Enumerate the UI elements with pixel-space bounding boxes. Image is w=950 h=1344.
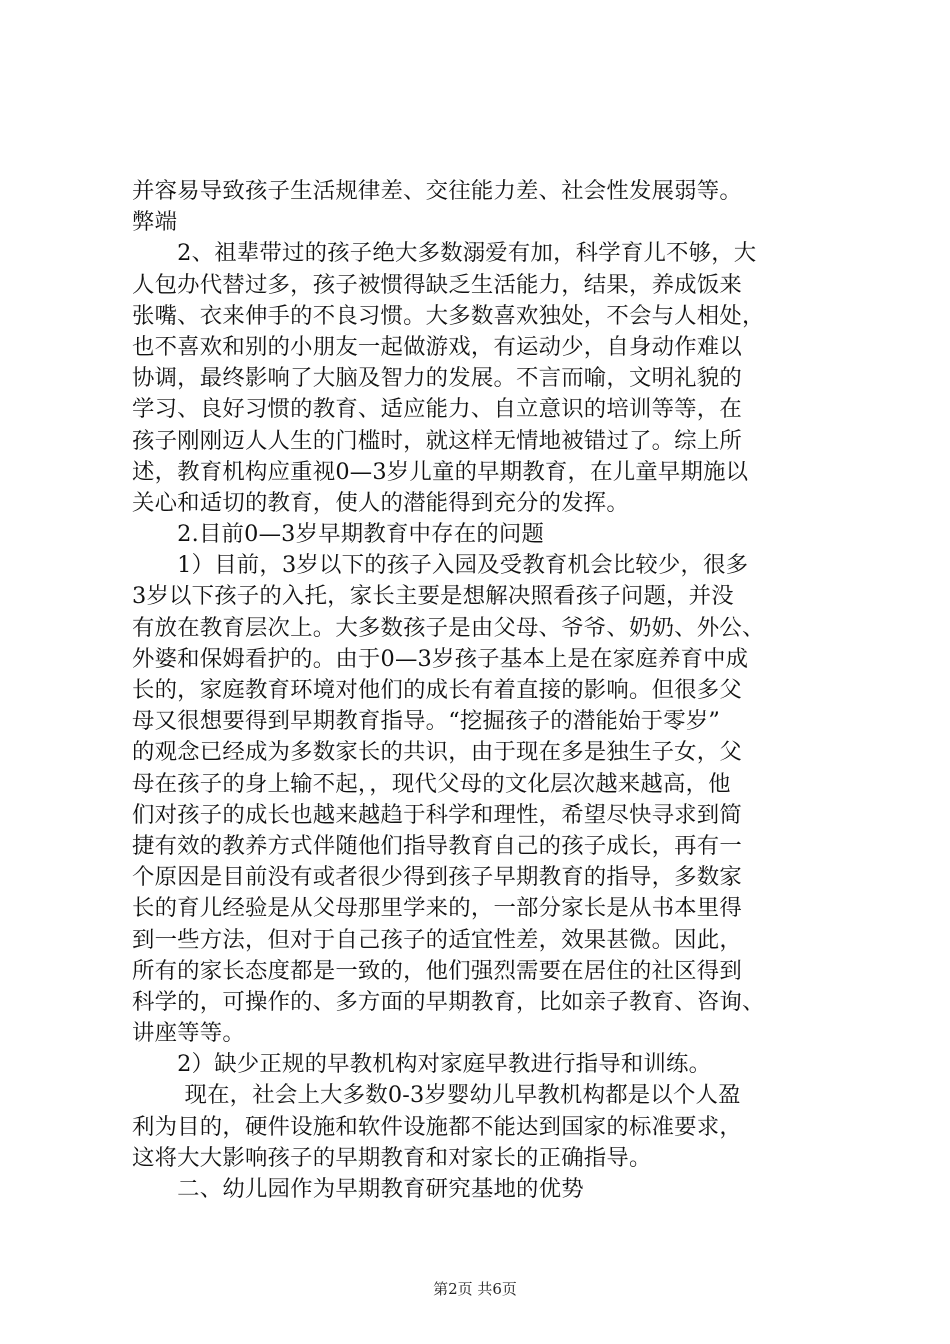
text-line: 张嘴、衣来伸手的不良习惯。大多数喜欢独处，不会与人相处， bbox=[132, 302, 765, 329]
text-line: 这将大大影响孩子的早期教育和对家长的正确指导。 bbox=[132, 1144, 652, 1171]
text-line: 2.目前0—3岁早期教育中存在的问题 bbox=[132, 521, 545, 548]
text-line: 人包办代替过多，孩子被惯得缺乏生活能力，结果，养成饭来 bbox=[132, 271, 742, 298]
text-line: 也不喜欢和别的小朋友一起做游戏，有运动少，自身动作难以 bbox=[132, 333, 742, 360]
text-line: 孩子刚刚迈人人生的门槛时，就这样无情地被错过了。综上所 bbox=[132, 427, 742, 454]
text-line: 们对孩子的成长也越来越趋于科学和理性，希望尽快寻求到简 bbox=[132, 801, 742, 828]
text-line: 2）缺少正规的早教机构对家庭早教进行指导和训练。 bbox=[132, 1051, 712, 1078]
document-body bbox=[132, 176, 832, 1205]
text-line: 长的，家庭教育环境对他们的成长有着直接的影响。但很多父 bbox=[132, 677, 742, 703]
text-line: 弊端 bbox=[132, 209, 178, 236]
text-line: 科学的，可操作的、多方面的早期教育，比如亲子教育、咨询、 bbox=[132, 988, 765, 1015]
text-line: 母又很想要得到早期教育指导。“挖掘孩子的潜能始于零岁” bbox=[132, 708, 721, 735]
text-line: 有放在教育层次上。大多数孩子是由父母、爷爷、奶奶、外公、 bbox=[132, 614, 765, 641]
text-line: 协调，最终影响了大脑及智力的发展。不言而喻，文明礼貌的 bbox=[132, 365, 742, 392]
text-line: 学习、良好习惯的教育、适应能力、自立意识的培训等等，在 bbox=[132, 396, 742, 423]
text-line: 的观念已经成为多数家长的共识，由于现在多是独生子女，父 bbox=[132, 739, 742, 766]
text-line: 外婆和保姆看护的。由于0—3岁孩子基本上是在家庭养育中成 bbox=[132, 645, 749, 672]
text-line: 述，教育机构应重视0—3岁儿童的早期教育，在儿童早期施以 bbox=[132, 458, 749, 485]
text-line: 所有的家长态度都是一致的，他们强烈需要在居住的社区得到 bbox=[132, 957, 742, 984]
text-line: 捷有效的教养方式伴随他们指导教育自己的孩子成长，再有一 bbox=[132, 832, 742, 859]
text-line: 长的育儿经验是从父母那里学来的，一部分家长是从书本里得 bbox=[132, 895, 742, 922]
text-line: 利为目的，硬件设施和软件设施都不能达到国家的标准要求， bbox=[132, 1113, 742, 1140]
text-line: 1）目前，3岁以下的孩子入园及受教育机会比较少，很多 bbox=[132, 552, 749, 579]
text-line: 个原因是目前没有或者很少得到孩子早期教育的指导，多数家 bbox=[132, 864, 742, 891]
text-line: 讲座等等。 bbox=[132, 1020, 245, 1047]
text-line: 3岁以下孩子的入托，家长主要是想解决照看孩子问题，并没 bbox=[132, 583, 734, 610]
text-line: 2、祖辈带过的孩子绝大多数溺爱有加，科学育儿不够，大 bbox=[132, 240, 757, 267]
text-line: 二、幼儿园作为早期教育研究基地的优势 bbox=[132, 1176, 584, 1202]
page-footer: 第2页 共6页 bbox=[433, 1280, 517, 1298]
text-line: 并容易导致孩子生活规律差、交往能力差、社会性发展弱等。 bbox=[132, 178, 742, 204]
text-line: 到一些方法，但对于自己孩子的适宜性差，效果甚微。因此， bbox=[132, 926, 742, 953]
text-line: 现在，社会上大多数0-3岁婴幼儿早教机构都是以个人盈 bbox=[132, 1082, 741, 1109]
text-line: 母在孩子的身上输不起，，现代父母的文化层次越来越高，他 bbox=[132, 770, 731, 797]
text-line: 关心和适切的教育，使人的潜能得到充分的发挥。 bbox=[132, 489, 629, 516]
